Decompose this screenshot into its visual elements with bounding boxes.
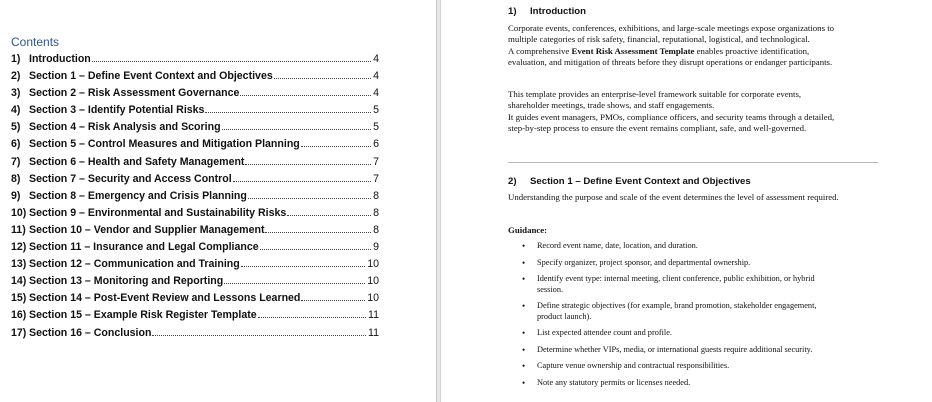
toc-entry-label: Section 9 – Environmental and Sustainability Risks — [29, 206, 287, 219]
guidance-bullet — [508, 378, 906, 389]
bullet-dot-icon: • — [522, 377, 526, 388]
bullet-dot-icon: • — [522, 241, 526, 251]
intro-heading-text: Introduction — [530, 6, 586, 17]
text-line: shareholder meetings, trade shows, and staff engagements. — [508, 100, 715, 111]
toc-entry-number: 15) — [11, 292, 27, 305]
section1-heading-number: 2) — [508, 176, 517, 187]
bullet-text: Identify event type: internal meeting, client conference, public exhibition, or hybrid — [537, 274, 815, 283]
toc-entry-label: Section 3 – Identify Potential Risks — [29, 104, 205, 117]
toc-entry-label: Section 12 – Communication and Training — [29, 258, 240, 271]
guidance-bullet — [508, 241, 906, 252]
toc-leader-dots — [222, 129, 372, 130]
toc-entry-page: 4 — [373, 53, 379, 65]
toc-leader-dots — [265, 232, 371, 233]
toc-entry[interactable] — [11, 190, 379, 207]
toc-entry-number: 7) — [11, 155, 21, 168]
guidance-bullet — [508, 274, 906, 295]
bullet-text: Record event name, date, location, and duration. — [537, 241, 698, 250]
toc-entry-number: 2) — [11, 70, 21, 83]
toc-entry[interactable] — [11, 275, 379, 292]
toc-entry-number: 14) — [11, 275, 27, 288]
bullet-dot-icon: • — [522, 361, 526, 371]
toc-leader-dots — [287, 215, 371, 216]
toc-entry-number: 6) — [11, 138, 21, 151]
toc-entry-label: Section 4 – Risk Analysis and Scoring — [29, 121, 221, 134]
section1-intro: Understanding the purpose and scale of the event determines the level of assessment required. — [508, 192, 839, 202]
guidance-label: Guidance: — [508, 225, 548, 235]
toc-entry[interactable] — [11, 104, 379, 121]
bullet-text-continued: session. — [537, 284, 564, 294]
intro-paragraph-2 — [508, 89, 906, 134]
toc-leader-dots — [245, 164, 371, 165]
toc-entry-number: 4) — [11, 104, 21, 117]
toc-page — [0, 0, 436, 402]
toc-entry-number: 1) — [11, 53, 21, 65]
bullet-text-continued: product launch). — [537, 311, 592, 321]
text-line: evaluation, and mitigation of threats before they disrupt operations or endanger participants. — [508, 56, 833, 67]
toc-entry-number: 5) — [11, 121, 21, 134]
toc-entry-page: 8 — [373, 223, 379, 236]
content-page — [441, 0, 932, 402]
toc-entry-label: Section 14 – Post-Event Review and Lessons Learned — [29, 292, 301, 305]
intro-heading-number: 1) — [508, 6, 517, 17]
bullet-dot-icon: • — [522, 301, 526, 311]
toc-leader-dots — [224, 283, 365, 284]
guidance-list — [508, 241, 906, 388]
toc-leader-dots — [92, 61, 371, 62]
toc-entry-number: 12) — [11, 241, 27, 254]
toc-entry-label: Section 2 – Risk Assessment Governance — [29, 87, 240, 100]
toc-leader-dots — [233, 181, 371, 182]
toc-entry-page: 11 — [368, 326, 379, 339]
toc-entry-label: Section 8 – Emergency and Crisis Planning — [29, 189, 247, 202]
toc-entry-label: Introduction — [29, 53, 91, 65]
toc-leader-dots — [248, 198, 371, 199]
bullet-dot-icon: • — [522, 274, 526, 284]
toc-entry-page: 10 — [367, 275, 379, 288]
toc-entry-number: 8) — [11, 172, 21, 185]
toc-entry[interactable] — [11, 138, 379, 155]
toc-entry-label: Section 10 – Vendor and Supplier Management — [29, 223, 265, 236]
toc-entry-label: Section 1 – Define Event Context and Objectives — [29, 70, 273, 83]
toc-entry[interactable] — [11, 241, 379, 258]
text-line: step-by-step process to ensure the event remains compliant, safe, and well-governed. — [508, 122, 807, 133]
toc-entry-label: Section 15 – Example Risk Register Template — [29, 309, 257, 322]
toc-leader-dots — [260, 249, 371, 250]
guidance-bullet — [508, 345, 906, 356]
toc-entry-page: 11 — [368, 309, 379, 322]
table-of-contents — [11, 53, 379, 344]
toc-entry-number: 17) — [11, 326, 27, 339]
guidance-bullet — [508, 258, 906, 269]
toc-entry-page: 4 — [373, 70, 379, 83]
toc-entry[interactable] — [11, 207, 379, 224]
text-line: A comprehensive Event Risk Assessment Template enables proactive identification, — [508, 45, 810, 56]
toc-entry[interactable] — [11, 327, 379, 344]
toc-title: Contents — [11, 35, 60, 49]
toc-leader-dots — [241, 266, 365, 267]
text-line: Corporate events, conferences, exhibitions, and large-scale meetings expose organizations to — [508, 23, 835, 33]
toc-entry-label: Section 16 – Conclusion — [29, 326, 152, 339]
guidance-bullet — [508, 361, 906, 372]
bullet-text: Determine whether VIPs, media, or international guests require additional security. — [537, 344, 813, 354]
toc-entry-page: 6 — [373, 138, 379, 151]
toc-entry-label: Section 6 – Health and Safety Management — [29, 155, 245, 168]
toc-entry-number: 11) — [11, 223, 26, 236]
toc-entry[interactable] — [11, 156, 379, 173]
toc-entry-number: 3) — [11, 87, 21, 100]
text-line: This template provides an enterprise-level framework suitable for corporate events, — [508, 89, 802, 99]
toc-entry-label: Section 5 – Control Measures and Mitigation Planning — [29, 138, 300, 151]
toc-entry-label: Section 11 – Insurance and Legal Compliance — [29, 241, 259, 254]
section-divider — [508, 162, 878, 163]
toc-leader-dots — [258, 317, 366, 318]
toc-entry-page: 8 — [373, 189, 379, 202]
text-line: multiple categories of risk safety, financial, reputational, logistical, and technological. — [508, 34, 810, 45]
toc-entry[interactable] — [11, 70, 379, 87]
toc-entry[interactable] — [11, 53, 379, 70]
section1-heading-text: Section 1 – Define Event Context and Objectives — [530, 176, 751, 187]
guidance-bullet — [508, 328, 906, 339]
toc-entry[interactable] — [11, 121, 379, 138]
toc-entry-label: Section 7 – Security and Access Control — [29, 172, 232, 185]
toc-entry-number: 16) — [11, 309, 27, 322]
guidance-list-wrap — [508, 241, 906, 394]
text-line: It guides event managers, PMOs, compliance officers, and security teams through a detailed, — [508, 111, 835, 122]
toc-entry[interactable] — [11, 173, 379, 190]
bullet-text: Define strategic objectives (for example, brand promotion, stakeholder engagement, — [537, 301, 817, 310]
bullet-text: List expected attendee count and profile. — [537, 328, 672, 337]
toc-entry-page: 5 — [373, 121, 379, 134]
toc-entry-page: 5 — [373, 104, 379, 117]
toc-entry-page: 8 — [373, 206, 379, 219]
toc-entry[interactable] — [11, 258, 379, 275]
toc-leader-dots — [301, 146, 371, 147]
bullet-dot-icon: • — [522, 344, 526, 355]
toc-leader-dots — [301, 300, 365, 301]
toc-entry[interactable] — [11, 309, 379, 326]
toc-entry-label: Section 13 – Monitoring and Reporting — [29, 275, 224, 288]
toc-entry[interactable] — [11, 224, 379, 241]
toc-entry-page: 7 — [373, 172, 379, 185]
bullet-text: Specify organizer, project sponsor, and departmental ownership. — [537, 257, 751, 267]
toc-leader-dots — [152, 335, 366, 336]
bullet-dot-icon: • — [522, 328, 526, 338]
section1-heading — [508, 176, 906, 187]
intro-heading — [508, 6, 906, 17]
bullet-text: Note any statutory permits or licenses needed. — [537, 377, 691, 387]
toc-entry-number: 13) — [11, 258, 27, 271]
intro-paragraph-1 — [508, 23, 906, 68]
toc-entry-page: 4 — [373, 87, 379, 100]
toc-leader-dots — [205, 112, 371, 113]
toc-entry-page: 10 — [367, 258, 379, 271]
toc-leader-dots — [274, 78, 371, 79]
toc-entry-page: 10 — [367, 292, 379, 305]
toc-entry-number: 9) — [11, 189, 21, 202]
toc-entry[interactable] — [11, 292, 379, 309]
toc-entry-page: 7 — [373, 155, 379, 168]
guidance-bullet — [508, 301, 906, 322]
toc-entry-page: 9 — [373, 241, 379, 254]
bullet-dot-icon: • — [522, 257, 526, 268]
toc-leader-dots — [240, 95, 371, 96]
template-name-bold: Event Risk Assessment Template — [571, 45, 695, 56]
toc-entry-number: 10) — [11, 206, 27, 219]
bullet-text: Capture venue ownership and contractual responsibilities. — [537, 361, 730, 370]
toc-entry[interactable] — [11, 87, 379, 104]
